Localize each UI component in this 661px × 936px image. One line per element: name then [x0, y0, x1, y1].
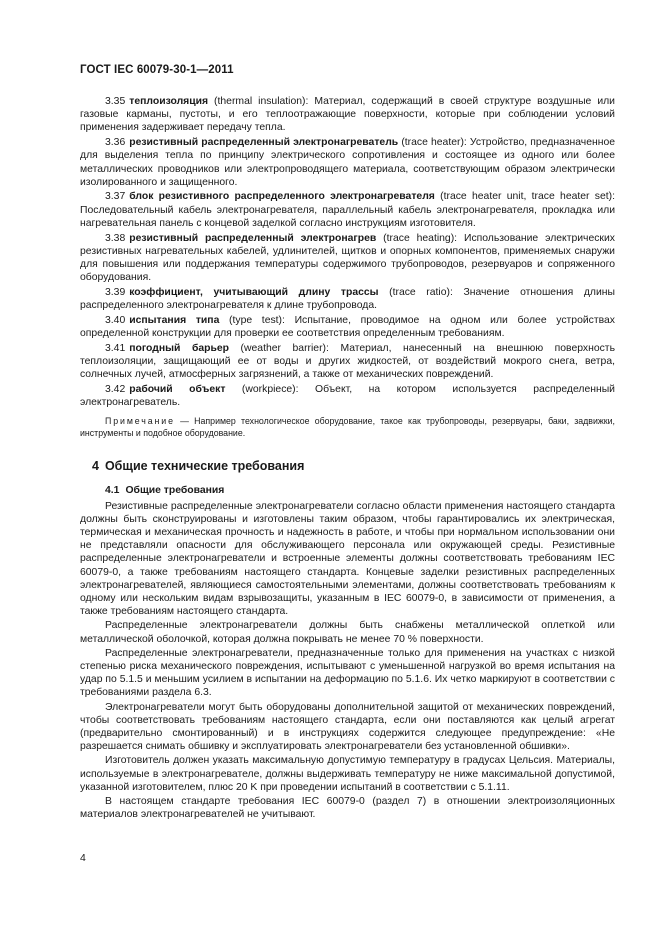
definition-text: (workpiece): Объект, на котором используется распределенный электронагреватель.: [80, 383, 615, 408]
note-label: Примечание: [105, 416, 175, 427]
definition-number: 3.41: [105, 342, 126, 354]
subsection-number: 4.1: [105, 485, 120, 497]
definition-3-37: [80, 190, 615, 230]
paragraph: Распределенные электронагреватели, предназначенные только для применения на участках с низкой степенью риска механического повреждения, испытывают с уменьшенной нагрузкой во время испытания на удар по 5.1.5 и меньшим усилием в испытании на деформацию по 5.1.6. Их четко маркируют в соответствии с требованиями раздела 6.3.: [80, 647, 615, 699]
note: [80, 415, 615, 439]
definition-3-35: [80, 95, 615, 135]
definition-3-38: [80, 232, 615, 285]
definition-number: 3.42: [105, 383, 126, 395]
definition-term: теплоизоляция: [129, 96, 209, 107]
definition-term: погодный барьер: [129, 342, 229, 354]
document-header: ГОСТ IEC 60079-30-1—2011: [80, 64, 234, 76]
definition-text: (type test): Испытание, проводимое на одном или более устройствах определенной конструкции для проверки ее соответствия определенным требованиям.: [80, 314, 615, 339]
document-body: [80, 95, 615, 821]
definition-number: 3.38: [105, 232, 126, 244]
definition-term: рабочий объект: [129, 383, 226, 395]
note-text: — Например технологическое оборудование, такое как трубопроводы, резервуары, баки, задвижки, инструменты и подобное оборудование.: [80, 416, 615, 439]
definition-number: 3.37: [105, 191, 126, 203]
definition-text: (trace ratio): Значение отношения длины распределенного электронагревателя к длине трубопровода.: [80, 286, 615, 312]
definition-text: (weather barrier): Материал, нанесенный на внешнюю поверхность теплоизоляции, защищающий ее от воды и других жидкостей, от воздействий мокрого снега, ветра, солнечных лучей, атмосферных загрязнений, а также от механических повреждений.: [80, 342, 615, 381]
page-number: 4: [80, 853, 86, 864]
paragraph: Электронагреватели могут быть оборудованы дополнительной защитой от механических повреждений, чтобы соответствовать требованиям настоящего стандарта, если они поставляются как целый агрегат (предварительно смонтированный) и в инструкциях содержится следующее предупреждение: «Не разрешается снимать обшивку и эксплуатировать электронагреватели без установленной обшивки».: [80, 701, 615, 753]
definition-term: резистивный распределенный электронагреватель: [129, 137, 399, 149]
paragraph: В настоящем стандарте требования IEC 60079-0 (раздел 7) в отношении электроизоляционных материалов электронагревателей не учитывают.: [80, 796, 615, 821]
subsection-heading: [80, 484, 615, 497]
definition-3-36: [80, 136, 615, 189]
section-title: Общие технические требования: [104, 459, 305, 474]
definition-3-39: [80, 286, 615, 312]
definition-term: резистивный распределенный электронагрев: [129, 232, 377, 244]
definition-3-41: [80, 342, 615, 382]
definition-number: 3.40: [105, 314, 126, 326]
paragraph: Изготовитель должен указать максимальную допустимую температуру в градусах Цельсия. Материалы, используемые в электронагревателе, должны выдерживать температуру не ниже максимальной допустимой, указанной изготовителем, плюс 20 K при проведении испытаний в соответствии с 5.1.11.: [80, 755, 615, 793]
definition-number: 3.36: [105, 137, 126, 149]
definition-text: (trace heating): Использование электрических резистивных нагревательных кабелей, удлинителей, щитков и опорных компонентов, применяемых снаружи для повышения или поддержания температуры содержимого трубопроводов, резервуаров и сопряженного оборудования.: [80, 232, 615, 284]
subsection-title: Общие требования: [125, 485, 225, 497]
definition-text: (trace heater unit, trace heater set): Последовательный кабель электронагревателя, параллельный кабель электронагревателя, прокладка или нагревательная панель с концевой заделкой согласно инструкциям изготовителя.: [80, 191, 615, 229]
definition-text: (trace heater): Устройство, предназначенное для выделения тепла по принципу электрического сопротивления и состоящее из одного или более металлических проводников или электропроводящего материала, соответствующим образом электрически изолированного и защищенного.: [80, 137, 616, 188]
section-number: 4: [92, 459, 99, 474]
definition-term: коэффициент, учитывающий длину трассы: [129, 286, 379, 298]
definition-number: 3.39: [105, 286, 126, 298]
section-heading: [80, 460, 615, 473]
paragraph: Распределенные электронагреватели должны быть снабжены металлической оплеткой или металлической оболочкой, которая должна покрывать не менее 70 % поверхности.: [80, 620, 615, 645]
definition-text: (thermal insulation): Материал, содержащий в своей структуре воздушные или газовые карманы, пустоты, и его теплоотражающие поверхности, которые при соблюдении условий применения задерживает передачу тепла.: [80, 96, 615, 134]
definition-term: блок резистивного распределенного электронагревателя: [129, 191, 435, 203]
definition-term: испытания типа: [129, 314, 220, 326]
definition-3-42: [80, 383, 615, 409]
paragraph: Резистивные распределенные электронагреватели согласно области применения настоящего стандарта должны быть сконструированы и изготовлены таким образом, чтобы гарантировались их электрическая, термическая и механическая прочность и надежность в работе, и чтобы при нормальном использовании они не представляли опасности для обслуживающего персонала или окружающей среды. Резистивные распределенные электронагреватели и встроенные элементы должны соответствовать требованиям IEC 60079-0, а также требованиям настоящего стандарта. Концевые заделки резистивных распределенных электронагревателей, являющиеся самостоятельными элементами, должны соответствовать требованиям к одному или нескольким видам взрывозащиты, указанным в IEC 60079-0, в зависимости от применения, а также требованиям настоящего стандарта.: [80, 500, 615, 618]
definition-3-40: [80, 314, 615, 340]
definition-number: 3.35: [105, 96, 126, 107]
